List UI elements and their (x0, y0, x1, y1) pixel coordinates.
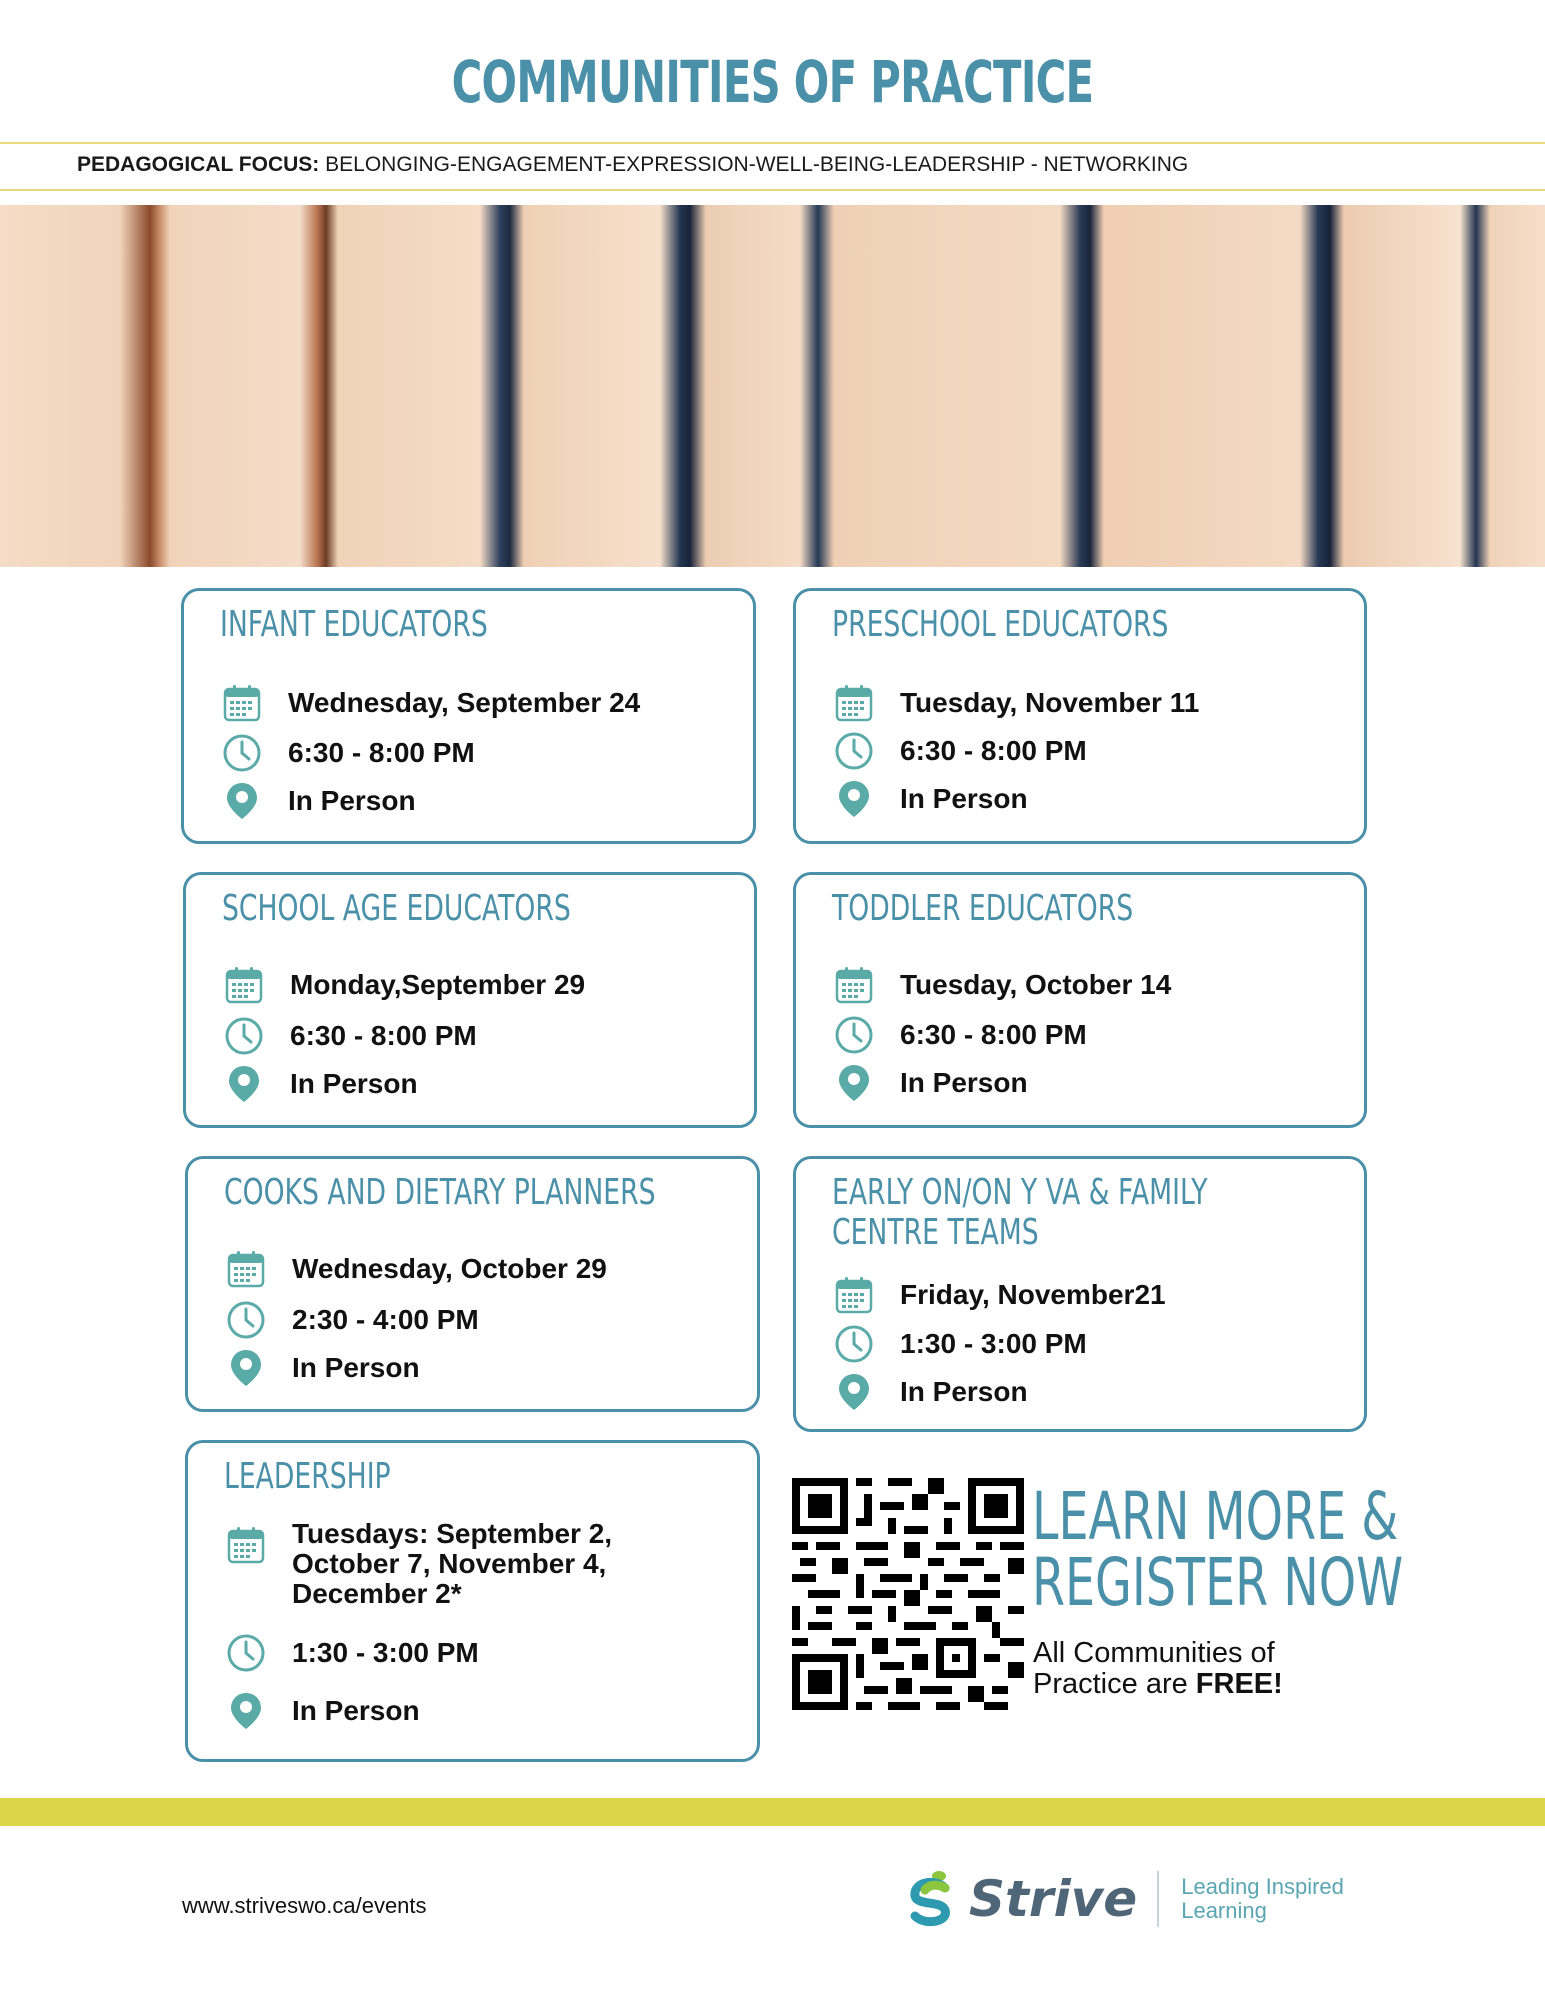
card-title: LEADERSHIP (224, 1456, 391, 1497)
event-location: In Person (900, 1376, 1028, 1407)
card-title: PRESCHOOL EDUCATORS (832, 604, 1169, 645)
card-earlyon-family-centre-teams (793, 1156, 1367, 1432)
event-time: 1:30 - 3:00 PM (292, 1637, 479, 1668)
card-title: INFANT EDUCATORS (220, 604, 488, 645)
calendar-icon (832, 681, 876, 725)
event-date: Tuesday, November 11 (900, 687, 1200, 718)
free-label: FREE! (1195, 1668, 1283, 1700)
strive-logo (905, 1868, 1344, 1930)
calendar-icon (832, 963, 876, 1007)
tagline-line: Learning (1181, 1898, 1267, 1923)
page-title: COMMUNITIES OF PRACTICE (451, 48, 1094, 116)
events-url-link[interactable]: www.striveswo.ca/events (182, 1893, 427, 1918)
clock-icon (832, 1322, 876, 1366)
clock-icon (222, 1014, 266, 1058)
registration-qr-code[interactable] (792, 1478, 1024, 1710)
location-pin-icon (220, 779, 264, 823)
event-time: 6:30 - 8:00 PM (900, 735, 1087, 766)
event-location: In Person (292, 1695, 420, 1726)
event-time: 1:30 - 3:00 PM (900, 1328, 1087, 1359)
strive-logo-icon (905, 1868, 961, 1930)
event-location: In Person (900, 783, 1028, 814)
event-time: 6:30 - 8:00 PM (288, 737, 475, 768)
location-pin-icon (222, 1062, 266, 1106)
location-pin-icon (832, 1370, 876, 1414)
event-location: In Person (288, 785, 416, 816)
card-leadership (185, 1440, 760, 1762)
calendar-icon (224, 1523, 268, 1567)
clock-icon (832, 1013, 876, 1057)
calendar-icon (220, 681, 264, 725)
location-pin-icon (224, 1689, 268, 1733)
clock-icon (224, 1631, 268, 1675)
focus-value: BELONGING-ENGAGEMENT-EXPRESSION-WELL-BEING-LEADERSHIP - NETWORKING (325, 153, 1189, 176)
free-note-line: All Communities of (1033, 1637, 1275, 1669)
brand-tagline (1181, 1875, 1344, 1923)
register-heading-line: REGISTER NOW (1032, 1544, 1404, 1621)
footer-bar (0, 1798, 1545, 1826)
card-title-line: EARLY ON/ON Y VA & FAMILY (832, 1172, 1208, 1213)
card-title (832, 1173, 1208, 1253)
calendar-icon (224, 1247, 268, 1291)
free-note-prefix: Practice are (1033, 1668, 1188, 1700)
location-pin-icon (224, 1346, 268, 1390)
pedagogical-focus (77, 153, 1188, 177)
date-line: October 7, November 4, (292, 1548, 607, 1579)
card-cooks-dietary-planners (185, 1156, 760, 1412)
card-infant-educators (181, 588, 756, 844)
location-pin-icon (832, 777, 876, 821)
brand-name: Strive (969, 1870, 1138, 1928)
tagline-line: Leading Inspired (1181, 1874, 1344, 1899)
card-preschool-educators (793, 588, 1367, 844)
card-title: TODDLER EDUCATORS (832, 888, 1134, 929)
event-location: In Person (292, 1352, 420, 1383)
calendar-icon (222, 963, 266, 1007)
clock-icon (832, 729, 876, 773)
event-date: Wednesday, September 24 (288, 687, 641, 718)
free-note (1033, 1638, 1283, 1700)
register-heading-line: LEARN MORE & (1032, 1478, 1399, 1555)
event-location: In Person (290, 1068, 418, 1099)
event-date (292, 1519, 612, 1609)
event-date: Friday, November21 (900, 1279, 1166, 1310)
event-time: 6:30 - 8:00 PM (900, 1019, 1087, 1050)
event-date: Wednesday, October 29 (292, 1253, 607, 1284)
date-line: Tuesdays: September 2, (292, 1518, 613, 1549)
card-title: SCHOOL AGE EDUCATORS (222, 888, 571, 929)
top-divider (0, 142, 1545, 144)
event-date: Monday,September 29 (290, 969, 586, 1000)
date-line: December 2* (292, 1578, 462, 1609)
event-date: Tuesday, October 14 (900, 969, 1172, 1000)
focus-label: PEDAGOGICAL FOCUS: (77, 153, 320, 176)
clock-icon (224, 1298, 268, 1342)
card-school-age-educators (183, 872, 757, 1128)
card-title: COOKS AND DIETARY PLANNERS (224, 1172, 656, 1213)
location-pin-icon (832, 1061, 876, 1105)
event-location: In Person (900, 1067, 1028, 1098)
event-time: 6:30 - 8:00 PM (290, 1020, 477, 1051)
register-heading (1032, 1478, 1404, 1621)
focus-divider (0, 189, 1545, 191)
card-title-line: CENTRE TEAMS (832, 1212, 1039, 1253)
clock-icon (220, 731, 264, 775)
logo-divider (1157, 1871, 1159, 1927)
event-time: 2:30 - 4:00 PM (292, 1304, 479, 1335)
books-banner-image (0, 205, 1545, 567)
card-toddler-educators (793, 872, 1367, 1128)
calendar-icon (832, 1273, 876, 1317)
